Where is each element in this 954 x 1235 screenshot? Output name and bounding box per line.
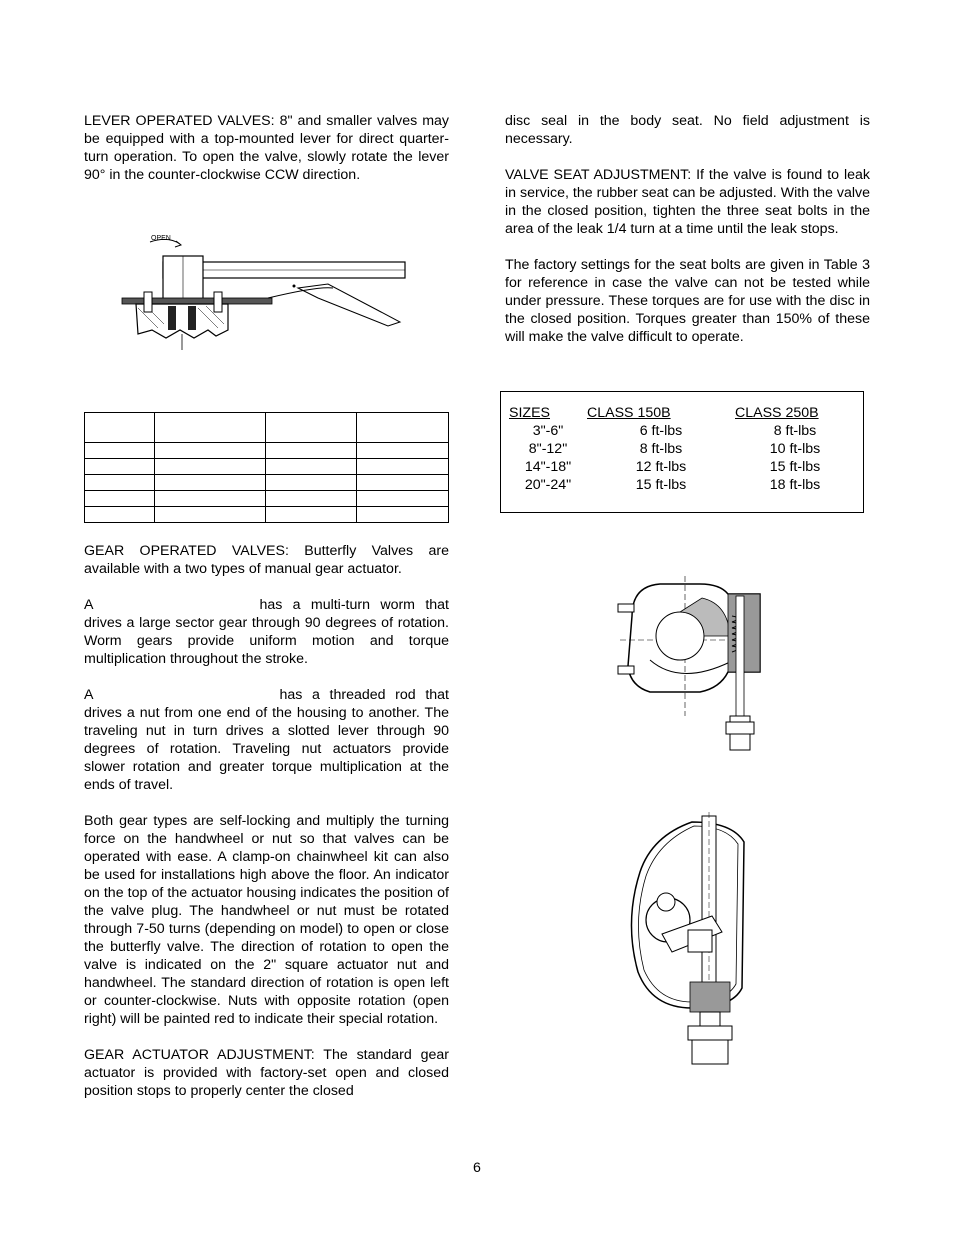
table-cell: 10 ft-lbs (769, 441, 821, 457)
table-cell: 14"-18" (524, 459, 572, 475)
table-cell: 12 ft-lbs (635, 459, 687, 475)
header-class-250b: CLASS 250B (735, 405, 819, 421)
table-row (509, 422, 855, 440)
table-cell: 8 ft-lbs (773, 423, 817, 439)
table-row (509, 476, 855, 494)
left-column (84, 112, 449, 184)
open-label: OPEN (151, 235, 171, 242)
table-cell: 6 ft-lbs (639, 423, 683, 439)
table-cell: 15 ft-lbs (769, 459, 821, 475)
table-cell: 3"-6" (532, 423, 564, 439)
header-sizes: SIZES (509, 405, 550, 421)
table-cell: 15 ft-lbs (635, 477, 687, 493)
factory-settings-paragraph: The factory settings for the seat bolts are given in Table 3 for reference in case the valve can not be tested while under pressure. These torques are for use with the disc in the closed position. Torques greater than 150% of these will make the valve difficult to operate. (505, 257, 870, 345)
header-class-150b: CLASS 150B (587, 405, 671, 421)
worm-gear-lead: A (84, 597, 94, 613)
table-cell: 20"-24" (524, 477, 572, 493)
left-column-lower (84, 542, 449, 1100)
torque-table-header (509, 404, 855, 422)
valve-seat-adjustment-paragraph: VALVE SEAT ADJUSTMENT: If the valve is found to leak in service, the rubber seat can be adjusted. With the valve in the closed position, tighten the three seat bolts in the area of the leak 1/4 turn at a time until the leak stops. (505, 167, 870, 237)
right-column (505, 112, 870, 346)
table-cell: 8"-12" (528, 441, 568, 457)
gear-actuator-adjustment-paragraph: GEAR ACTUATOR ADJUSTMENT: The standard gear actuator is provided with factory-set open and closed position stops to properly center the closed (84, 1047, 449, 1099)
worm-gear-actuator-figure (610, 576, 765, 754)
table-row (509, 440, 855, 458)
seat-bolt-torque-box (500, 391, 864, 513)
seat-bolt-torque-table (509, 404, 855, 494)
traveling-nut-paragraph (84, 686, 449, 794)
gear-operated-paragraph: GEAR OPERATED VALVES: Butterfly Valves are available with a two types of manual gear actuator. (84, 543, 449, 577)
table-cell: 8 ft-lbs (639, 441, 683, 457)
worm-gear-text: has a multi-turn worm that drives a large sector gear through 90 degrees of rotation. Worm gears provide uniform motion and torque multiplication throughout the stroke. (84, 597, 449, 667)
traveling-nut-lead: A (84, 687, 94, 703)
both-gear-types-paragraph: Both gear types are self-locking and multiply the turning force on the handwheel or nut so that valves can be operated with ease. A clamp-on chainwheel kit can also be used for installations high above the floor. An indicator on the top of the actuator housing indicates the position of the valve plug. The handwheel or nut must be rotated through 7-50 turns (depending on model) to open or close the butterfly valve. The direction of rotation to open the valve is indicated on the 2" square actuator nut and handwheel. The standard direction of rotation is open left or counter-clockwise. Nuts with opposite rotation (open right) will be painted red to indicate their special rotation. (84, 813, 449, 1027)
worm-gear-paragraph (84, 596, 449, 668)
lever-operated-paragraph: LEVER OPERATED VALVES: 8" and smaller valves may be equipped with a top-mounted lever for direct quarter-turn operation. To open the valve, slowly rotate the lever 90° in the counter-clockwise CCW direction. (84, 113, 449, 183)
blank-table (84, 412, 449, 523)
table-cell: 18 ft-lbs (769, 477, 821, 493)
lever-valve-figure (118, 226, 413, 356)
traveling-nut-actuator-figure (622, 812, 762, 1070)
traveling-nut-text: has a threaded rod that drives a nut from one end of the housing to another. The traveling nut in turn drives a slotted lever through 90 degrees of rotation. Traveling nut actuators provide slower rotation and greater torque multiplication at the ends of travel. (84, 687, 449, 793)
continuation-paragraph: disc seal in the body seat. No field adjustment is necessary. (505, 113, 870, 147)
page-number: 6 (473, 1160, 481, 1176)
table-row (509, 458, 855, 476)
